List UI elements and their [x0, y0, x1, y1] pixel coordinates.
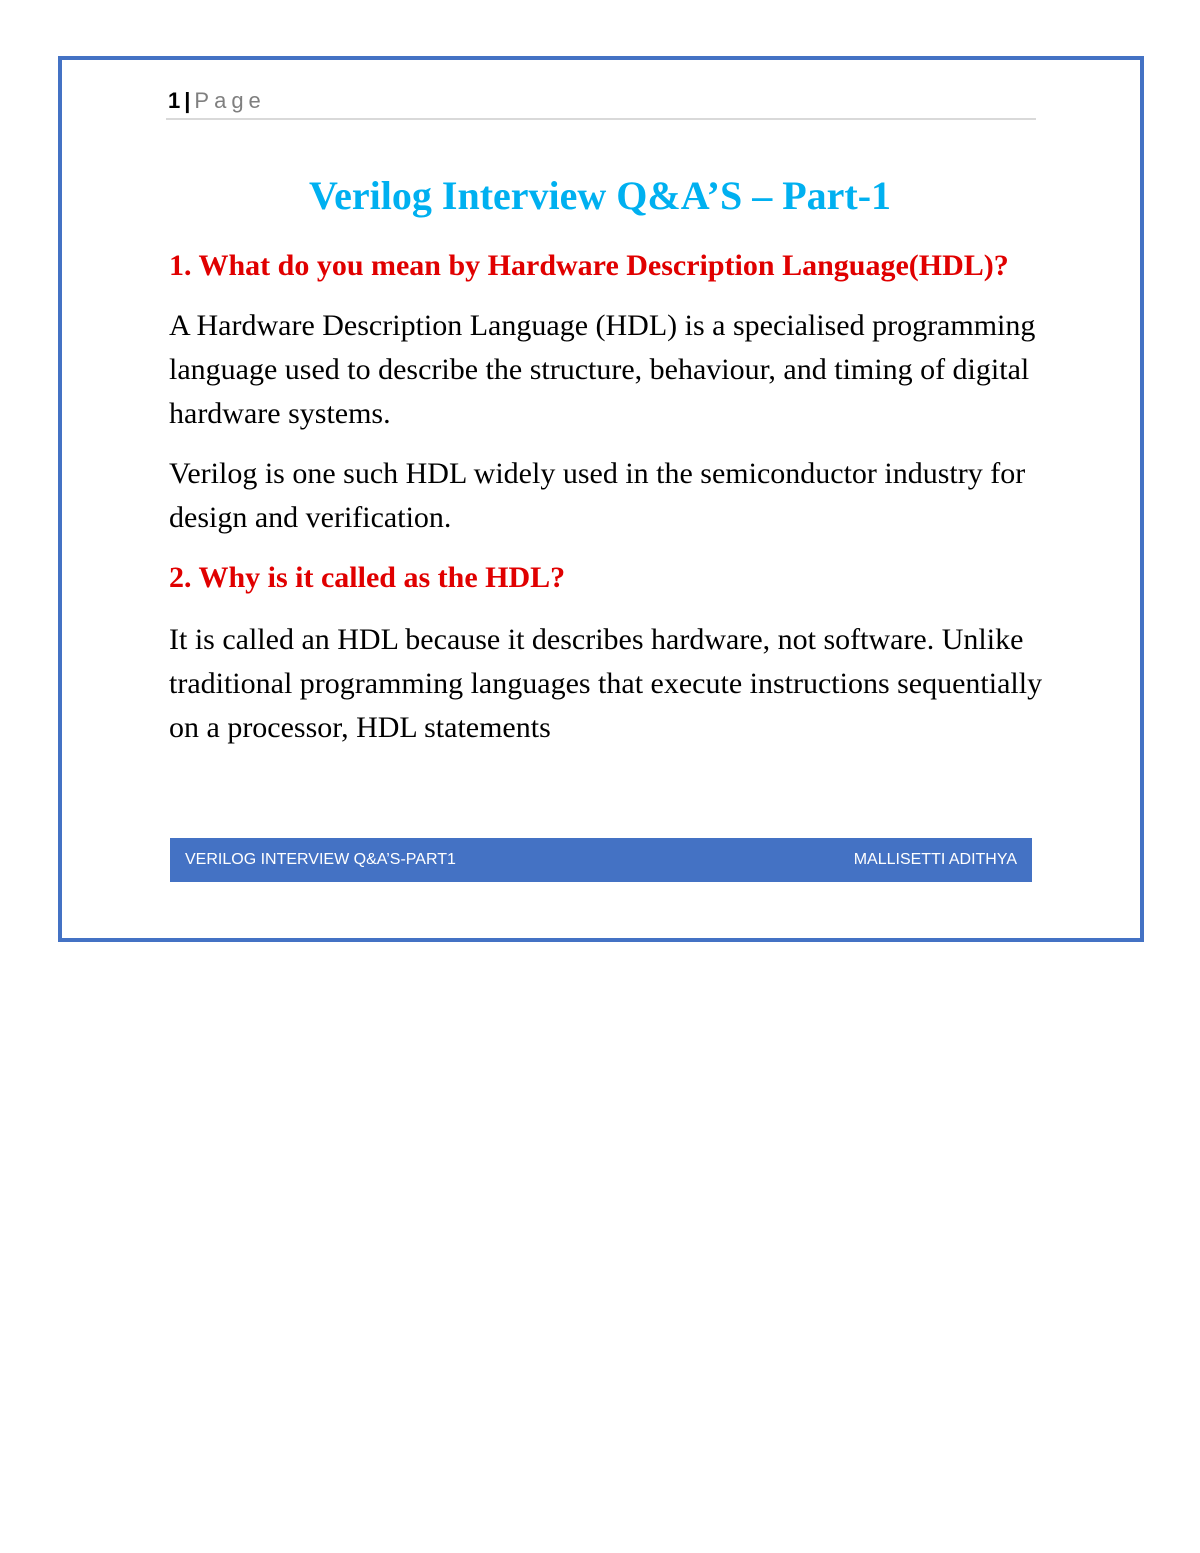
page-number-header [168, 86, 266, 116]
answer-2-paragraph-1: It is called an HDL because it describes hardware, not software. Unlike traditional programming languages that execute instructions sequentially on a processor, HDL statements [169, 623, 1043, 744]
answer-1-paragraph-1: A Hardware Description Language (HDL) is a specialised programming language used to describe the structure, behaviour, and timing of digital hardware systems. [169, 309, 1036, 430]
page-number: 1 [168, 88, 181, 113]
header-divider [166, 118, 1036, 120]
document-body [169, 244, 1049, 750]
answer-1-paragraph-2: Verilog is one such HDL widely used in the semiconductor industry for design and verification. [169, 457, 1026, 534]
footer-document-name: VERILOG INTERVIEW Q&A’S-PART1 [185, 851, 456, 868]
footer-bar [170, 838, 1032, 882]
page-label: Page [194, 88, 266, 113]
question-2: 2. Why is it called as the HDL? [169, 561, 566, 594]
question-1: 1. What do you mean by Hardware Description Language(HDL)? [169, 249, 1009, 282]
footer-author: MALLISETTI ADITHYA [853, 851, 1017, 868]
page-number-separator: | [184, 88, 191, 113]
document-title: Verilog Interview Q&A’S – Part-1 [308, 173, 892, 218]
